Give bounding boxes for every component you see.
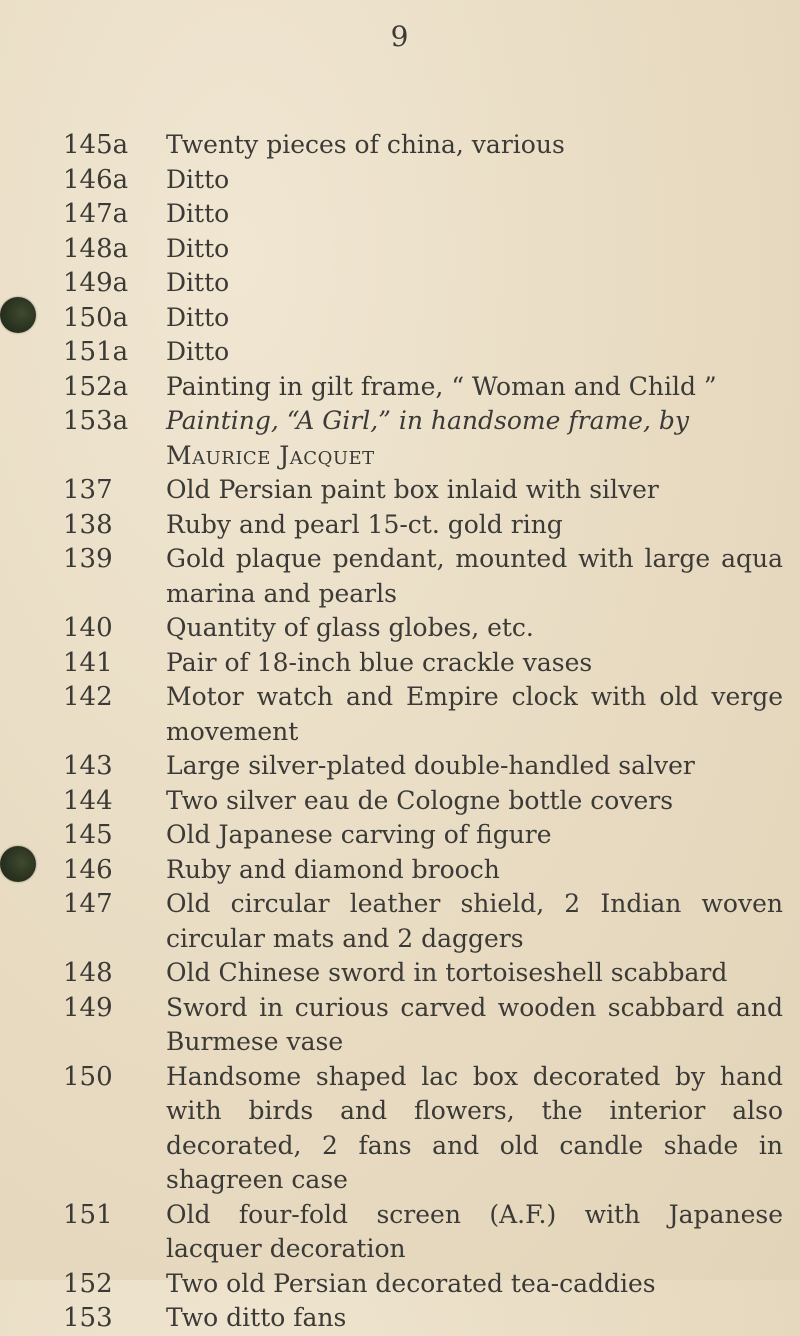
lot-description: Painting in gilt frame, “ Woman and Child ” [166,371,717,401]
list-item [63,542,783,611]
list-item [63,163,783,198]
lot-list [63,128,783,1336]
lot-number: 150a [63,302,129,333]
lot-description: Old circular leather shield, 2 Indian woven circular mats and 2 daggers [166,889,783,953]
lot-description-italic: Painting, “A Girl,” in handsome frame, by [166,406,689,435]
lot-number: 149a [63,268,129,298]
lot-description [166,404,783,473]
lot-number: 151 [63,1199,113,1230]
lot-number: 139 [63,544,113,574]
lot-number: 141 [63,647,113,678]
lot-number: 148 [63,958,113,988]
lot-description: Gold plaque pendant, mounted with large aqua marina and pearls [166,544,783,608]
lot-number: 152a [63,371,129,402]
list-item [63,818,783,853]
lot-description: Ditto [166,337,230,366]
page-number: 9 [390,20,410,53]
lot-description: Old Persian paint box inlaid with silver [166,475,659,504]
lot-number: 142 [63,682,113,712]
list-item [63,266,783,301]
list-item [63,128,783,163]
lot-description: Two silver eau de Cologne bottle covers [166,785,674,815]
list-item [63,1198,783,1267]
lot-number: 147a [63,199,129,229]
lot-number: 146a [63,164,129,195]
lot-number: 140 [63,613,113,643]
lot-number: 145 [63,820,113,850]
lot-description: Quantity of glass globes, etc. [166,613,534,642]
list-item [63,335,783,370]
list-item [63,473,783,508]
artist-name: Maurice Jacquet [166,440,375,470]
lot-number: 137 [63,475,113,505]
lot-number: 149 [63,992,113,1023]
list-item [63,784,783,819]
lot-number: 153 [63,1303,113,1333]
list-item [63,887,783,956]
list-item [63,1301,783,1336]
list-item [63,301,783,336]
lot-description: Two old Persian decorated tea-caddies [166,1268,656,1298]
lot-description: Ditto [166,268,230,297]
list-item [63,1060,783,1198]
lot-number: 145a [63,130,129,160]
lot-number: 143 [63,751,113,781]
lot-number: 151a [63,337,129,367]
list-item [63,956,783,991]
list-item [63,404,783,473]
lot-description: Motor watch and Empire clock with old verge movement [166,682,783,746]
lot-number: 144 [63,785,113,816]
list-item [63,646,783,681]
lot-description: Old Japanese carving of figure [166,820,552,849]
list-item [63,197,783,232]
list-item [63,232,783,267]
lot-number: 146 [63,854,113,885]
list-item [63,1267,783,1302]
lot-description: Pair of 18-inch blue crackle vases [166,647,593,677]
lot-description: Sword in curious carved wooden scabbard and Burmese vase [166,992,783,1056]
punch-hole-top [0,297,36,333]
list-item [63,508,783,543]
list-item [63,611,783,646]
lot-description: Handsome shaped lac box decorated by hand with birds and flowers, the interior also decorated, 2 fans and old candle shade in shagreen case [166,1061,783,1194]
lot-description: Old four-fold screen (A.F.) with Japanese lacquer decoration [166,1199,783,1263]
lot-description: Ditto [166,199,230,228]
lot-number: 138 [63,509,113,540]
lot-description: Two ditto fans [166,1303,347,1332]
lot-description: Twenty pieces of china, various [166,130,565,159]
lot-description: Ditto [166,302,230,332]
lot-description: Large silver-plated double-handled salver [166,751,695,780]
lot-description: Ditto [166,164,230,194]
lot-number: 147 [63,889,113,919]
lot-number: 148a [63,233,129,264]
list-item [63,991,783,1060]
list-item [63,680,783,749]
lot-number: 153a [63,406,129,436]
lot-description: Ruby and diamond brooch [166,854,500,884]
list-item [63,749,783,784]
lot-number: 150 [63,1061,113,1092]
list-item [63,370,783,405]
punch-hole-bottom [0,846,36,882]
lot-description: Ditto [166,233,230,263]
lot-description: Ruby and pearl 15-ct. gold ring [166,509,563,539]
lot-description: Old Chinese sword in tortoiseshell scabbard [166,958,728,987]
list-item [63,853,783,888]
lot-number: 152 [63,1268,113,1299]
